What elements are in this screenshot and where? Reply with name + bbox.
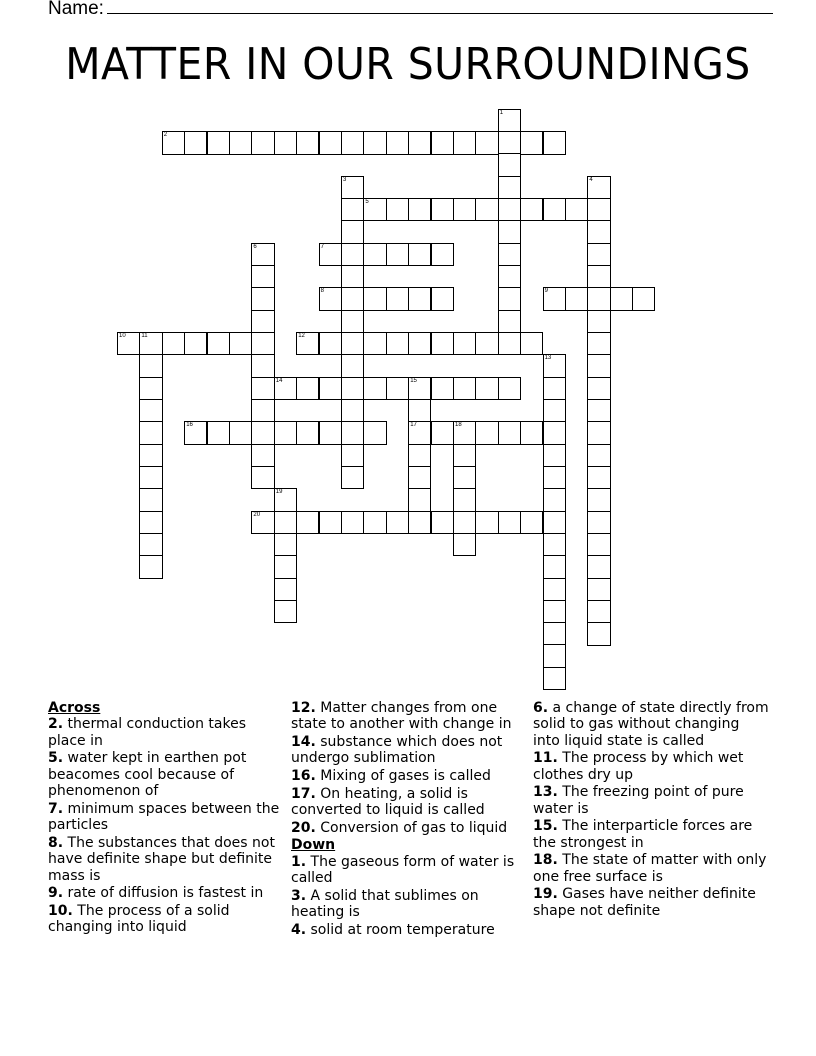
- grid-cell[interactable]: [498, 265, 521, 288]
- clue-number: 14: [275, 377, 283, 384]
- clue-text: a change of state directly from solid to gas without changing into liquid state is called: [533, 700, 769, 749]
- grid-cell[interactable]: [341, 421, 364, 444]
- clue-text: substance which does not undergo sublimation: [291, 734, 503, 767]
- clue-text: Matter changes from one state to another with change in: [291, 700, 512, 733]
- across-clue-list: [48, 716, 284, 935]
- grid-cell[interactable]: [386, 511, 409, 534]
- grid-cell[interactable]: [587, 555, 610, 578]
- clue-text: minimum spaces between the particles: [48, 800, 280, 834]
- grid-cell[interactable]: [520, 198, 543, 221]
- grid-cell[interactable]: [587, 377, 610, 400]
- grid-cell[interactable]: [296, 131, 319, 154]
- grid-cell[interactable]: [139, 533, 162, 556]
- clue-number: 6: [253, 243, 257, 250]
- grid-cell[interactable]: [251, 265, 274, 288]
- grid-cell[interactable]: [363, 243, 386, 266]
- grid-cell[interactable]: [207, 332, 230, 355]
- grid-cell[interactable]: [453, 131, 476, 154]
- grid-cell[interactable]: [386, 198, 409, 221]
- clue-number-label: 9.: [48, 885, 64, 902]
- grid-cell[interactable]: [498, 220, 521, 243]
- grid-cell[interactable]: [587, 533, 610, 556]
- grid-cell[interactable]: [341, 310, 364, 333]
- clue-text: Conversion of gas to liquid: [320, 819, 508, 836]
- across-heading: Across: [48, 700, 101, 716]
- grid-cell[interactable]: [453, 198, 476, 221]
- grid-cell[interactable]: [319, 287, 342, 310]
- clues-column-1: [48, 700, 284, 937]
- clue-number: 2: [163, 132, 168, 139]
- clue-text: A solid that sublimes on heating is: [291, 887, 479, 920]
- down-clue: [533, 700, 769, 749]
- grid-cell[interactable]: [162, 332, 185, 355]
- grid-cell[interactable]: [543, 644, 566, 667]
- grid-cell[interactable]: [251, 377, 274, 400]
- grid-cell[interactable]: [475, 377, 498, 400]
- grid-cell[interactable]: [251, 332, 274, 355]
- grid-cell[interactable]: [475, 198, 498, 221]
- grid-cell[interactable]: [610, 287, 633, 310]
- grid-cell[interactable]: [341, 377, 364, 400]
- grid-cell[interactable]: [386, 131, 409, 154]
- clue-number-label: 13.: [533, 784, 558, 801]
- grid-cell[interactable]: [543, 399, 566, 422]
- grid-cell[interactable]: [453, 377, 476, 400]
- clue-text: The state of matter with only one free surface is: [533, 852, 767, 885]
- down-clue-list: [291, 854, 527, 938]
- grid-cell[interactable]: [251, 511, 274, 534]
- clue-text: thermal conduction takes place in: [48, 716, 247, 749]
- clue-text: solid at room temperature: [310, 921, 495, 938]
- grid-cell[interactable]: [543, 198, 566, 221]
- grid-cell[interactable]: [408, 198, 431, 221]
- clue-number: 8: [320, 288, 324, 295]
- grid-cell[interactable]: [587, 176, 610, 199]
- grid-cell[interactable]: [341, 198, 364, 221]
- across-clue: [48, 716, 284, 749]
- grid-cell[interactable]: [498, 109, 521, 132]
- across-clue: [291, 700, 527, 733]
- grid-cell[interactable]: [408, 287, 431, 310]
- grid-cell[interactable]: [139, 555, 162, 578]
- grid-cell[interactable]: [498, 287, 521, 310]
- grid-cell[interactable]: [453, 466, 476, 489]
- grid-cell[interactable]: [587, 600, 610, 623]
- down-clue: [533, 750, 769, 783]
- grid-cell[interactable]: [341, 511, 364, 534]
- clue-number-label: 11.: [533, 750, 558, 767]
- grid-cell[interactable]: [587, 421, 610, 444]
- across-clue: [48, 801, 284, 834]
- grid-cell[interactable]: [475, 332, 498, 355]
- grid-cell[interactable]: [587, 265, 610, 288]
- page-title: MATTER IN OUR SURROUNDINGS: [65, 39, 751, 90]
- grid-cell[interactable]: [341, 332, 364, 355]
- clue-number: 11: [141, 333, 148, 339]
- grid-cell[interactable]: [319, 421, 342, 444]
- clue-number: 18: [455, 422, 462, 429]
- grid-cell[interactable]: [498, 153, 521, 176]
- across-clue: [291, 820, 527, 836]
- clue-number: 19: [275, 489, 283, 496]
- grid-cell[interactable]: [386, 332, 409, 355]
- grid-cell[interactable]: [543, 287, 566, 310]
- grid-cell[interactable]: [363, 511, 386, 534]
- clue-number-label: 10.: [48, 902, 73, 919]
- clue-number: 12: [298, 333, 305, 339]
- grid-cell[interactable]: [587, 354, 610, 377]
- grid-cell[interactable]: [296, 421, 319, 444]
- grid-cell[interactable]: [543, 377, 566, 400]
- grid-cell[interactable]: [543, 555, 566, 578]
- grid-cell[interactable]: [251, 399, 274, 422]
- grid-cell[interactable]: [251, 131, 274, 154]
- grid-cell[interactable]: [408, 243, 431, 266]
- grid-cell[interactable]: [251, 444, 274, 467]
- grid-cell[interactable]: [632, 287, 655, 310]
- grid-cell[interactable]: [274, 377, 297, 400]
- grid-cell[interactable]: [341, 243, 364, 266]
- grid-cell[interactable]: [543, 578, 566, 601]
- grid-cell[interactable]: [431, 131, 454, 154]
- grid-cell[interactable]: [587, 243, 610, 266]
- clue-text: The process of a solid changing into liquid: [48, 902, 230, 936]
- grid-cell[interactable]: [475, 421, 498, 444]
- grid-cell[interactable]: [341, 399, 364, 422]
- grid-cell[interactable]: [229, 131, 252, 154]
- clue-text: The gaseous form of water is called: [291, 853, 515, 886]
- grid-cell[interactable]: [363, 198, 386, 221]
- clue-text: Mixing of gases is called: [320, 768, 491, 784]
- across-clue: [291, 734, 527, 767]
- grid-cell[interactable]: [520, 421, 543, 444]
- clue-number: 4: [589, 176, 593, 183]
- grid-cell[interactable]: [207, 131, 230, 154]
- clue-number: 9: [544, 288, 548, 295]
- grid-cell[interactable]: [408, 511, 431, 534]
- grid-cell[interactable]: [139, 377, 162, 400]
- grid-cell[interactable]: [431, 377, 454, 400]
- clue-number-label: 3.: [291, 887, 307, 904]
- clue-number: 16: [186, 422, 193, 429]
- grid-cell[interactable]: [543, 488, 566, 511]
- down-clue: [291, 854, 527, 887]
- down-clue: [533, 818, 769, 851]
- grid-cell[interactable]: [341, 176, 364, 199]
- grid-cell[interactable]: [386, 243, 409, 266]
- grid-cell[interactable]: [162, 131, 185, 154]
- grid-cell[interactable]: [139, 399, 162, 422]
- grid-cell[interactable]: [296, 511, 319, 534]
- grid-cell[interactable]: [251, 310, 274, 333]
- grid-cell[interactable]: [431, 332, 454, 355]
- grid-cell[interactable]: [229, 332, 252, 355]
- grid-cell[interactable]: [543, 622, 566, 645]
- clue-number: 20: [253, 511, 261, 518]
- clue-text: rate of diffusion is fastest in: [67, 885, 264, 902]
- clue-text: water kept in earthen pot beacomes cool because of phenomenon of: [48, 750, 247, 800]
- grid-cell[interactable]: [251, 466, 274, 489]
- grid-cell[interactable]: [341, 287, 364, 310]
- grid-cell[interactable]: [543, 667, 566, 690]
- grid-cell[interactable]: [543, 466, 566, 489]
- grid-cell[interactable]: [475, 511, 498, 534]
- grid-cell[interactable]: [341, 265, 364, 288]
- across-clue: [291, 768, 527, 784]
- down-clue: [533, 886, 769, 919]
- clue-number-label: 2.: [48, 716, 64, 733]
- grid-cell[interactable]: [453, 488, 476, 511]
- grid-cell[interactable]: [587, 287, 610, 310]
- grid-cell[interactable]: [498, 243, 521, 266]
- grid-cell[interactable]: [139, 466, 162, 489]
- grid-cell[interactable]: [139, 354, 162, 377]
- grid-cell[interactable]: [408, 332, 431, 355]
- clue-number-label: 18.: [533, 852, 558, 869]
- grid-cell[interactable]: [408, 466, 431, 489]
- grid-cell[interactable]: [274, 131, 297, 154]
- grid-cell[interactable]: [184, 131, 207, 154]
- grid-cell[interactable]: [296, 377, 319, 400]
- grid-cell[interactable]: [408, 377, 431, 400]
- grid-cell[interactable]: [431, 511, 454, 534]
- grid-cell[interactable]: [139, 488, 162, 511]
- clue-number: 17: [410, 422, 417, 429]
- clue-text: The interparticle forces are the strongest in: [533, 818, 753, 851]
- grid-cell[interactable]: [543, 421, 566, 444]
- clue-number-label: 6.: [533, 700, 549, 716]
- across-clue: [48, 903, 284, 936]
- clue-number: 5: [365, 199, 369, 206]
- grid-cell[interactable]: [453, 511, 476, 534]
- grid-cell[interactable]: [475, 131, 498, 154]
- clue-number-label: 8.: [48, 834, 64, 851]
- grid-cell[interactable]: [274, 578, 297, 601]
- down-clue-list-continued: [533, 700, 769, 919]
- grid-cell[interactable]: [587, 511, 610, 534]
- down-clue: [533, 852, 769, 885]
- grid-cell[interactable]: [363, 287, 386, 310]
- down-clue: [291, 922, 527, 938]
- grid-cell[interactable]: [453, 533, 476, 556]
- clue-number-label: 16.: [291, 768, 316, 784]
- grid-cell[interactable]: [498, 198, 521, 221]
- grid-cell[interactable]: [587, 198, 610, 221]
- clue-text: The substances that does not have definite shape but definite mass is: [48, 834, 275, 884]
- grid-cell[interactable]: [543, 131, 566, 154]
- grid-cell[interactable]: [251, 421, 274, 444]
- grid-cell[interactable]: [274, 533, 297, 556]
- name-label: Name:: [48, 0, 104, 19]
- down-clue: [291, 888, 527, 921]
- grid-cell[interactable]: [408, 399, 431, 422]
- grid-cell[interactable]: [363, 131, 386, 154]
- grid-cell[interactable]: [184, 421, 207, 444]
- clue-text: The process by which wet clothes dry up: [533, 750, 744, 783]
- grid-cell[interactable]: [543, 354, 566, 377]
- grid-cell[interactable]: [341, 444, 364, 467]
- grid-cell[interactable]: [139, 332, 162, 355]
- across-clue: [48, 885, 284, 901]
- clue-number-label: 5.: [48, 750, 64, 767]
- grid-cell[interactable]: [341, 354, 364, 377]
- clue-number-label: 14.: [291, 734, 316, 750]
- clue-number-label: 4.: [291, 921, 307, 938]
- grid-cell[interactable]: [498, 377, 521, 400]
- clues-column-3: [533, 700, 769, 920]
- clue-number-label: 20.: [291, 819, 316, 836]
- clue-text: Gases have neither definite shape not definite: [533, 886, 756, 919]
- clue-number-label: 15.: [533, 818, 558, 835]
- grid-cell[interactable]: [543, 600, 566, 623]
- grid-cell[interactable]: [498, 176, 521, 199]
- grid-cell[interactable]: [184, 332, 207, 355]
- clues-column-2: [291, 700, 527, 939]
- grid-cell[interactable]: [408, 131, 431, 154]
- grid-cell[interactable]: [587, 310, 610, 333]
- grid-cell[interactable]: [587, 488, 610, 511]
- grid-cell[interactable]: [319, 243, 342, 266]
- grid-cell[interactable]: [319, 332, 342, 355]
- clue-text: On heating, a solid is converted to liquid is called: [291, 785, 485, 818]
- across-clue: [291, 786, 527, 819]
- grid-cell[interactable]: [274, 421, 297, 444]
- grid-cell[interactable]: [274, 488, 297, 511]
- grid-cell[interactable]: [453, 421, 476, 444]
- grid-cell[interactable]: [363, 332, 386, 355]
- grid-cell[interactable]: [587, 332, 610, 355]
- grid-cell[interactable]: [363, 377, 386, 400]
- grid-cell[interactable]: [363, 421, 386, 444]
- clue-number: 3: [343, 176, 347, 183]
- grid-cell[interactable]: [498, 131, 521, 154]
- grid-cell[interactable]: [543, 444, 566, 467]
- grid-cell[interactable]: [587, 399, 610, 422]
- grid-cell[interactable]: [587, 578, 610, 601]
- clue-number: 10: [119, 333, 126, 339]
- grid-cell[interactable]: [319, 511, 342, 534]
- grid-cell[interactable]: [565, 198, 588, 221]
- grid-cell[interactable]: [207, 421, 230, 444]
- grid-cell[interactable]: [139, 511, 162, 534]
- clue-number: 1: [499, 109, 504, 116]
- down-clue: [533, 784, 769, 817]
- grid-cell[interactable]: [431, 198, 454, 221]
- clue-number: 7: [320, 243, 324, 250]
- grid-cell[interactable]: [341, 220, 364, 243]
- grid-cell[interactable]: [341, 131, 364, 154]
- grid-cell[interactable]: [565, 287, 588, 310]
- grid-cell[interactable]: [498, 332, 521, 355]
- grid-cell[interactable]: [408, 488, 431, 511]
- clue-number-label: 19.: [533, 886, 558, 903]
- grid-cell[interactable]: [139, 421, 162, 444]
- grid-cell[interactable]: [139, 444, 162, 467]
- grid-cell[interactable]: [587, 444, 610, 467]
- grid-cell[interactable]: [274, 511, 297, 534]
- grid-cell[interactable]: [431, 421, 454, 444]
- grid-cell[interactable]: [274, 600, 297, 623]
- grid-cell[interactable]: [520, 131, 543, 154]
- across-clue: [48, 750, 284, 799]
- grid-cell[interactable]: [587, 220, 610, 243]
- grid-cell[interactable]: [408, 444, 431, 467]
- across-clue: [48, 835, 284, 884]
- grid-cell[interactable]: [520, 511, 543, 534]
- grid-cell[interactable]: [229, 421, 252, 444]
- grid-cell[interactable]: [274, 555, 297, 578]
- across-clue-list-continued: [291, 700, 527, 836]
- grid-cell[interactable]: [498, 511, 521, 534]
- clue-number-label: 7.: [48, 800, 64, 817]
- grid-cell[interactable]: [117, 332, 140, 355]
- grid-cell[interactable]: [251, 354, 274, 377]
- grid-cell[interactable]: [498, 310, 521, 333]
- clue-number-label: 12.: [291, 700, 316, 716]
- clue-number: 13: [544, 355, 552, 362]
- clue-text: The freezing point of pure water is: [533, 784, 744, 817]
- grid-cell[interactable]: [520, 332, 543, 355]
- clue-number-label: 17.: [291, 785, 316, 802]
- grid-cell[interactable]: [296, 332, 319, 355]
- grid-cell[interactable]: [386, 377, 409, 400]
- grid-cell[interactable]: [408, 421, 431, 444]
- grid-cell[interactable]: [319, 131, 342, 154]
- grid-cell[interactable]: [498, 421, 521, 444]
- grid-cell[interactable]: [251, 287, 274, 310]
- grid-cell[interactable]: [587, 622, 610, 645]
- grid-cell[interactable]: [431, 287, 454, 310]
- grid-cell[interactable]: [341, 466, 364, 489]
- clue-number: 15: [410, 377, 417, 384]
- grid-cell[interactable]: [543, 533, 566, 556]
- grid-cell[interactable]: [319, 377, 342, 400]
- grid-cell[interactable]: [543, 511, 566, 534]
- grid-cell[interactable]: [386, 287, 409, 310]
- grid-cell[interactable]: [431, 243, 454, 266]
- grid-cell[interactable]: [453, 444, 476, 467]
- down-heading: Down: [291, 837, 336, 854]
- grid-cell[interactable]: [251, 243, 274, 266]
- grid-cell[interactable]: [453, 332, 476, 355]
- grid-cell[interactable]: [587, 466, 610, 489]
- clue-number-label: 1.: [291, 853, 307, 870]
